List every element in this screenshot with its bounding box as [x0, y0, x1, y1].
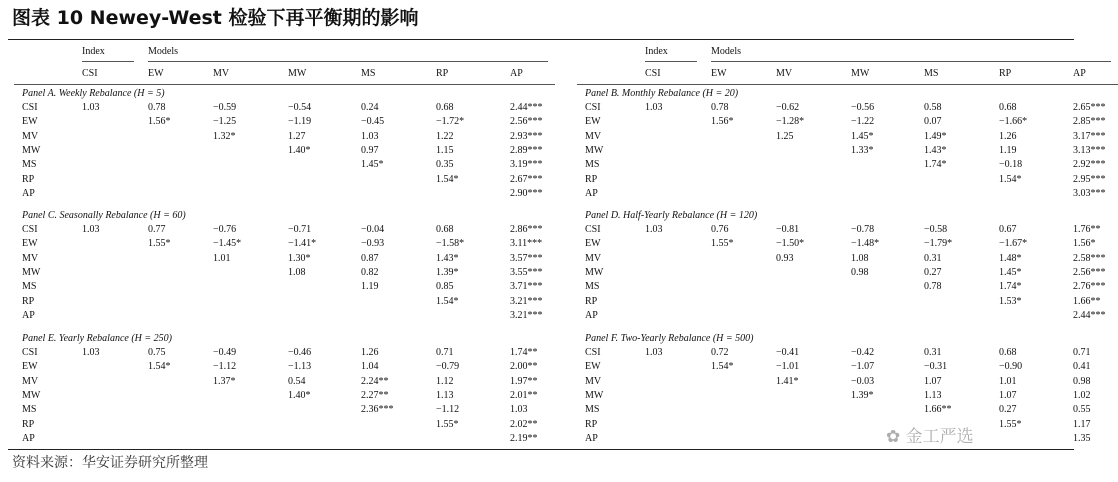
- row-label: MV: [585, 252, 602, 264]
- table-cell: 1.39*: [436, 266, 459, 278]
- table-cell: 0.68: [436, 102, 454, 113]
- table-cell: −0.62: [776, 102, 800, 113]
- row-label: CSI: [22, 347, 38, 358]
- row-label: MV: [585, 130, 602, 142]
- table-cell: −0.59: [213, 102, 237, 113]
- table-cell: −1.28*: [776, 116, 805, 128]
- table-cell: 2.95***: [1073, 173, 1106, 185]
- table-cell: −0.31: [924, 361, 948, 373]
- table-cell: −0.79: [436, 361, 460, 373]
- table-cell: 1.13: [924, 389, 942, 401]
- row-label: RP: [585, 295, 598, 307]
- column-header: RP: [999, 68, 1012, 79]
- row-label: CSI: [585, 102, 601, 113]
- table-cell: 1.66**: [924, 404, 952, 416]
- panel-title: Panel C. Seasonally Rebalance (H = 60): [22, 210, 186, 221]
- table-cell: 0.97: [361, 144, 379, 156]
- row-label: RP: [585, 418, 598, 430]
- figure-title: 图表 10 Newey-West 检验下再平衡期的影响: [12, 7, 419, 29]
- table-cell: 1.01: [999, 375, 1017, 387]
- table-cell: 1.66**: [1073, 295, 1101, 307]
- table-cell: 0.67: [999, 224, 1017, 235]
- table-cell: 1.03: [82, 347, 100, 358]
- table-cell: 0.41: [1073, 361, 1091, 373]
- row-label: MS: [585, 159, 600, 171]
- row-label: EW: [22, 238, 38, 250]
- table-cell: 3.57***: [510, 252, 543, 264]
- table-cell: 1.54*: [148, 361, 171, 373]
- table-cell: −1.19: [288, 116, 312, 128]
- table-cell: 0.93: [776, 252, 794, 264]
- table-cell: 0.75: [148, 347, 166, 358]
- table-cell: −1.45*: [213, 238, 242, 250]
- table-cell: 1.13: [436, 389, 454, 401]
- table-cell: 1.07: [999, 389, 1017, 401]
- table-cell: 0.71: [436, 347, 454, 358]
- table-cell: 1.03: [82, 102, 100, 113]
- table-cell: 1.25: [776, 130, 794, 142]
- table-cell: 1.26: [361, 347, 379, 358]
- table-cell: 0.72: [711, 347, 729, 358]
- table-cell: 2.56***: [510, 116, 543, 128]
- table-cell: 1.03: [82, 224, 100, 235]
- table-cell: 1.76**: [1073, 224, 1101, 235]
- row-label: MW: [22, 389, 41, 401]
- table-cell: 3.19***: [510, 159, 543, 171]
- table-cell: 0.68: [999, 102, 1017, 113]
- table-cell: 2.27**: [361, 389, 389, 401]
- table-cell: 2.44***: [510, 102, 543, 113]
- models-header: Models: [711, 46, 741, 57]
- table-cell: 2.36***: [361, 404, 394, 416]
- table-cell: 3.21***: [510, 309, 543, 321]
- row-label: MS: [22, 159, 37, 171]
- table-cell: 0.87: [361, 252, 379, 264]
- table-cell: 2.24**: [361, 375, 389, 387]
- models-header: Models: [148, 46, 178, 57]
- row-label: MS: [22, 404, 37, 416]
- header-bottom-rule: [14, 84, 555, 85]
- table-cell: 0.78: [148, 102, 166, 113]
- column-header: AP: [1073, 68, 1086, 79]
- row-label: MS: [585, 404, 600, 416]
- table-cell: 1.53*: [999, 295, 1022, 307]
- table-cell: 2.90***: [510, 187, 543, 199]
- table-cell: 1.22: [436, 130, 454, 142]
- table-cell: 1.27: [288, 130, 306, 142]
- table-cell: 2.02**: [510, 418, 538, 430]
- table-cell: −0.81: [776, 224, 800, 235]
- table-cell: 2.86***: [510, 224, 543, 235]
- row-label: EW: [585, 361, 601, 373]
- table-cell: 1.74**: [510, 347, 538, 358]
- table-cell: 3.71***: [510, 281, 543, 293]
- row-label: CSI: [22, 102, 38, 113]
- table-cell: 1.45*: [999, 266, 1022, 278]
- row-label: AP: [585, 187, 598, 199]
- table-cell: 0.35: [436, 159, 454, 171]
- table-cell: −0.56: [851, 102, 875, 113]
- table-cell: 1.32*: [213, 130, 236, 142]
- table-cell: 1.02: [1073, 389, 1091, 401]
- table-cell: −0.41: [776, 347, 800, 358]
- table-cell: 1.01: [213, 252, 231, 264]
- table-cell: −1.67*: [999, 238, 1028, 250]
- table-cell: −0.58: [924, 224, 948, 235]
- table-cell: 0.78: [711, 102, 729, 113]
- table-cell: 0.55: [1073, 404, 1091, 416]
- column-header: AP: [510, 68, 523, 79]
- table-cell: −0.78: [851, 224, 875, 235]
- bottom-rule: [8, 449, 1074, 450]
- table-cell: 1.55*: [148, 238, 171, 250]
- row-label: RP: [22, 295, 35, 307]
- table-cell: 2.93***: [510, 130, 543, 142]
- table-cell: 0.07: [924, 116, 942, 128]
- table-cell: 1.12: [436, 375, 454, 387]
- table-cell: 1.54*: [999, 173, 1022, 185]
- row-label: AP: [22, 432, 35, 444]
- row-label: MV: [22, 375, 39, 387]
- table-cell: 1.03: [645, 102, 663, 113]
- row-label: MW: [585, 144, 604, 156]
- table-cell: 1.45*: [851, 130, 874, 142]
- table-cell: −0.46: [288, 347, 312, 358]
- row-label: CSI: [585, 347, 601, 358]
- table-cell: 1.56*: [711, 116, 734, 128]
- table-cell: −0.18: [999, 159, 1023, 171]
- table-cell: −0.45: [361, 116, 385, 128]
- table-cell: −1.48*: [851, 238, 880, 250]
- table-cell: 1.15: [436, 144, 454, 156]
- table-cell: 2.89***: [510, 144, 543, 156]
- header-bottom-rule: [577, 84, 1118, 85]
- table-cell: 1.17: [1073, 418, 1091, 430]
- table-cell: 2.58***: [1073, 252, 1106, 264]
- table-cell: −0.04: [361, 224, 385, 235]
- row-label: MV: [585, 375, 602, 387]
- source-note: 资料来源：华安证券研究所整理: [12, 455, 208, 471]
- table-cell: 0.98: [1073, 375, 1091, 387]
- table-cell: −1.79*: [924, 238, 953, 250]
- panel-title: Panel F. Two-Yearly Rebalance (H = 500): [585, 333, 754, 344]
- column-header: MV: [776, 68, 793, 79]
- table-cell: 0.82: [361, 266, 379, 278]
- table-cell: −1.41*: [288, 238, 317, 250]
- table-cell: 2.92***: [1073, 159, 1106, 171]
- table-cell: −1.50*: [776, 238, 805, 250]
- table-cell: 1.54*: [711, 361, 734, 373]
- panel-title: Panel E. Yearly Rebalance (H = 250): [22, 333, 172, 344]
- table-cell: 1.56*: [1073, 238, 1096, 250]
- panel-title: Panel B. Monthly Rebalance (H = 20): [585, 88, 739, 99]
- watermark: ✿ 金工严选: [886, 427, 974, 447]
- index-header: Index: [82, 46, 105, 57]
- row-label: AP: [22, 309, 35, 321]
- table-cell: 1.97**: [510, 375, 538, 387]
- table-cell: 3.13***: [1073, 144, 1106, 156]
- row-label: MV: [22, 130, 39, 142]
- table-cell: 1.03: [645, 347, 663, 358]
- table-cell: 1.33*: [851, 144, 874, 156]
- table-cell: 1.49*: [924, 130, 947, 142]
- table-cell: −0.93: [361, 238, 385, 250]
- table-cell: 0.27: [924, 266, 942, 278]
- header-rule-index: [645, 61, 697, 62]
- table-cell: −0.90: [999, 361, 1023, 373]
- table-cell: 0.54: [288, 375, 306, 387]
- table-cell: 1.74*: [924, 159, 947, 171]
- table-cell: 1.39*: [851, 389, 874, 401]
- table-cell: 3.17***: [1073, 130, 1106, 142]
- column-header: EW: [711, 68, 727, 79]
- table-cell: 1.43*: [436, 252, 459, 264]
- table-cell: 2.76***: [1073, 281, 1106, 293]
- table-cell: 1.54*: [436, 173, 459, 185]
- row-label: EW: [585, 116, 601, 128]
- table-cell: −1.58*: [436, 238, 465, 250]
- column-header: MW: [851, 68, 870, 79]
- row-label: CSI: [22, 224, 38, 235]
- table-cell: 1.35: [1073, 432, 1091, 444]
- table-cell: −0.71: [288, 224, 312, 235]
- table-cell: 2.01**: [510, 389, 538, 401]
- table-cell: 1.03: [645, 224, 663, 235]
- table-cell: 1.07: [924, 375, 942, 387]
- row-label: MW: [585, 266, 604, 278]
- table-cell: 1.56*: [148, 116, 171, 128]
- table-cell: 2.56***: [1073, 266, 1106, 278]
- table-cell: 0.24: [361, 102, 379, 113]
- table-cell: −1.25: [213, 116, 237, 128]
- table-cell: 2.19**: [510, 432, 538, 444]
- table-cell: 1.40*: [288, 144, 311, 156]
- row-label: CSI: [585, 224, 601, 235]
- table-cell: 0.31: [924, 347, 942, 358]
- panel-title: Panel D. Half-Yearly Rebalance (H = 120): [585, 210, 758, 221]
- row-label: AP: [585, 432, 598, 444]
- table-cell: 2.44***: [1073, 309, 1106, 321]
- table-cell: −1.72*: [436, 116, 465, 128]
- table-cell: 3.11***: [510, 238, 543, 250]
- top-rule: [8, 39, 1074, 40]
- table-cell: 1.03: [510, 404, 528, 416]
- header-rule-index: [82, 61, 134, 62]
- table-cell: 2.85***: [1073, 116, 1106, 128]
- table-cell: 0.68: [436, 224, 454, 235]
- row-label: EW: [585, 238, 601, 250]
- row-label: MS: [585, 281, 600, 293]
- table-cell: 1.26: [999, 130, 1017, 142]
- table-cell: 2.67***: [510, 173, 543, 185]
- table-cell: 1.30*: [288, 252, 311, 264]
- row-label: AP: [22, 187, 35, 199]
- table-cell: 0.27: [999, 404, 1017, 416]
- table-cell: 1.55*: [711, 238, 734, 250]
- header-rule-models: [148, 61, 548, 62]
- table-cell: −1.22: [851, 116, 875, 128]
- header-rule-models: [711, 61, 1111, 62]
- row-label: MV: [22, 252, 39, 264]
- table-cell: 2.65***: [1073, 102, 1106, 113]
- column-header: MS: [924, 68, 939, 79]
- watermark-text: 金工严选: [905, 427, 974, 447]
- table-cell: 0.78: [924, 281, 942, 293]
- table-cell: 0.58: [924, 102, 942, 113]
- table-cell: 0.68: [999, 347, 1017, 358]
- table-cell: 1.19: [361, 281, 379, 293]
- table-cell: 1.41*: [776, 375, 799, 387]
- table-cell: 1.54*: [436, 295, 459, 307]
- table-cell: 0.31: [924, 252, 942, 264]
- table-cell: 2.00**: [510, 361, 538, 373]
- column-header: CSI: [645, 68, 661, 79]
- table-cell: 3.21***: [510, 295, 543, 307]
- table-cell: 1.37*: [213, 375, 236, 387]
- row-label: AP: [585, 309, 598, 321]
- table-cell: 1.08: [288, 266, 306, 278]
- row-label: MW: [22, 144, 41, 156]
- table-cell: −1.01: [776, 361, 800, 373]
- table-cell: 0.98: [851, 266, 869, 278]
- column-header: CSI: [82, 68, 98, 79]
- table-cell: −0.49: [213, 347, 237, 358]
- row-label: EW: [22, 361, 38, 373]
- table-cell: −0.54: [288, 102, 312, 113]
- panel-title: Panel A. Weekly Rebalance (H = 5): [22, 88, 165, 99]
- column-header: EW: [148, 68, 164, 79]
- table-cell: 1.55*: [436, 418, 459, 430]
- table-cell: 0.77: [148, 224, 166, 235]
- table-cell: 1.08: [851, 252, 869, 264]
- row-label: MW: [585, 389, 604, 401]
- table-cell: −1.66*: [999, 116, 1028, 128]
- row-label: MW: [22, 266, 41, 278]
- table-cell: 3.03***: [1073, 187, 1106, 199]
- table-cell: 1.55*: [999, 418, 1022, 430]
- table-cell: 1.19: [999, 144, 1017, 156]
- table-cell: 1.40*: [288, 389, 311, 401]
- row-label: RP: [22, 418, 35, 430]
- column-header: MS: [361, 68, 376, 79]
- table-cell: 0.85: [436, 281, 454, 293]
- table-cell: 1.48*: [999, 252, 1022, 264]
- index-header: Index: [645, 46, 668, 57]
- table-cell: 1.74*: [999, 281, 1022, 293]
- table-cell: 0.71: [1073, 347, 1091, 358]
- row-label: RP: [22, 173, 35, 185]
- table-cell: 3.55***: [510, 266, 543, 278]
- table-cell: −1.13: [288, 361, 312, 373]
- table-cell: −1.12: [436, 404, 460, 416]
- table-cell: −1.07: [851, 361, 875, 373]
- table-cell: 0.76: [711, 224, 729, 235]
- table-cell: 1.04: [361, 361, 379, 373]
- table-cell: −1.12: [213, 361, 237, 373]
- column-header: MW: [288, 68, 307, 79]
- table-cell: 1.45*: [361, 159, 384, 171]
- row-label: EW: [22, 116, 38, 128]
- row-label: MS: [22, 281, 37, 293]
- table-cell: 1.43*: [924, 144, 947, 156]
- column-header: RP: [436, 68, 449, 79]
- row-label: RP: [585, 173, 598, 185]
- table-cell: −0.76: [213, 224, 237, 235]
- column-header: MV: [213, 68, 230, 79]
- table-cell: −0.42: [851, 347, 875, 358]
- table-cell: −0.03: [851, 375, 875, 387]
- table-cell: 1.03: [361, 130, 379, 142]
